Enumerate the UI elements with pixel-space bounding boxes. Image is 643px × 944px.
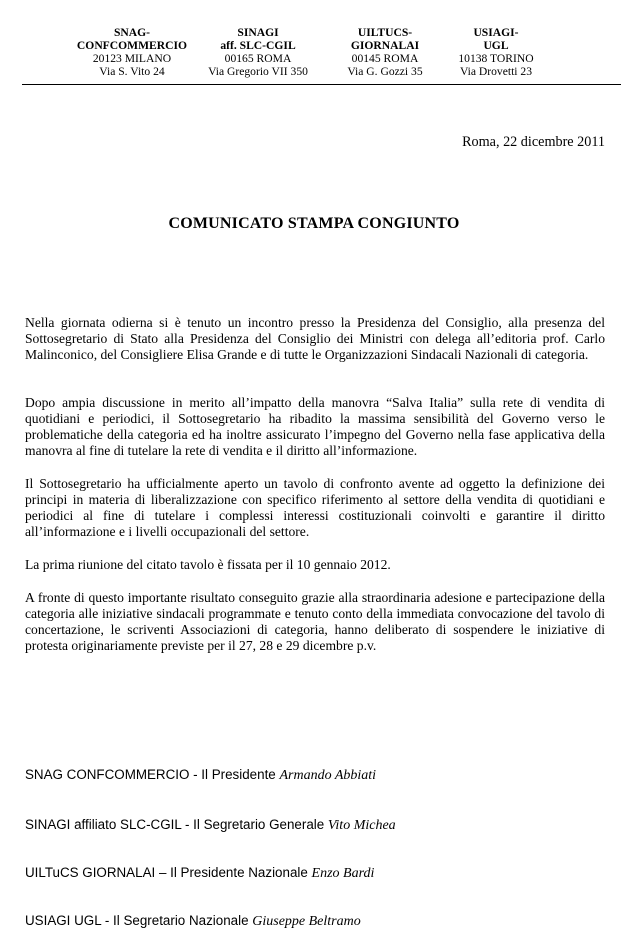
header-divider (22, 84, 621, 85)
org-name-line1: SINAGI (237, 26, 279, 39)
signature-name: Enzo Bardi (311, 866, 375, 881)
paragraph-4: La prima riunione del citato tavolo è fissata per il 10 gennaio 2012. (25, 557, 391, 572)
document-date: Roma, 22 dicembre 2011 (462, 134, 605, 150)
signature-role: SINAGI affiliato SLC-CGIL - Il Segretario Generale (25, 817, 328, 832)
paragraph-2: Dopo ampia discussione in merito all’impatto della manovra “Salva Italia” sulla rete di vendita di quotidiani e periodici, il Sottosegretario ha ribadito la massima sensibilità del Governo verso le problematiche della categoria ed ha inoltre assicurato l’impegno del Governo nella fase applicativa della manovra al fine di tutelare la rete di vendita e il diritto all’informazione. (25, 395, 605, 458)
org-name-line2: UGL (483, 39, 509, 52)
signature-sinagi (25, 817, 396, 834)
org-street: Via Drovetti 23 (459, 65, 533, 78)
org-street: Via Gregorio VII 350 (208, 65, 308, 78)
org-city: 00165 ROMA (224, 52, 292, 65)
org-street: Via G. Gozzi 35 (347, 65, 423, 78)
signature-uiltucs (25, 865, 374, 882)
org-street: Via S. Vito 24 (99, 65, 165, 78)
signature-role: UILTuCS GIORNALAI – Il Presidente Nazionale (25, 865, 312, 880)
paragraph-1: Nella giornata odierna si è tenuto un incontro presso la Presidenza del Consiglio, alla presenza del Sottosegretario di Stato alla Presidenza del Consiglio dei Ministri con delega all’editoria prof. Carlo Malinconico, del Consigliere Elisa Grande e di tutte le Organizzazioni Sindacali Nazionali di categoria. (25, 315, 605, 362)
signature-name: Giuseppe Beltramo (252, 914, 361, 929)
org-name-line2: CONFCOMMERCIO (76, 39, 188, 52)
org-name-line2: aff. SLC-CGIL (220, 39, 296, 52)
org-name-line1: USIAGI- (473, 26, 519, 39)
org-city: 10138 TORINO (458, 52, 534, 65)
signature-usiagi (25, 913, 361, 930)
org-name-line1: SNAG- (113, 26, 151, 39)
signature-snag (25, 767, 376, 784)
org-usiagi (416, 26, 576, 78)
signature-role: USIAGI UGL - Il Segretario Nazionale (25, 913, 253, 928)
org-name-line1: UILTUCS- (357, 26, 413, 39)
paragraph-3: Il Sottosegretario ha ufficialmente aperto un tavolo di confronto avente ad oggetto la definizione dei principi in materia di liberalizzazione con specifico riferimento al settore della vendita di quotidiani e periodici al fine di tutelare i complessi interessi costituzionali coinvolti e garantire il diritto all’informazione e i livelli occupazionali del settore. (25, 476, 605, 539)
letterhead (0, 0, 643, 86)
org-city: 00145 ROMA (351, 52, 419, 65)
org-city: 20123 MILANO (92, 52, 172, 65)
signature-name: Armando Abbiati (279, 768, 377, 783)
signature-name: Vito Michea (327, 818, 396, 833)
org-name-line2: GIORNALAI (350, 39, 420, 52)
paragraph-5: A fronte di questo importante risultato conseguito grazie alla straordinaria adesione e partecipazione della categoria alle iniziative sindacali programmate e tenuto conto della immediata convocazione del tavolo di concertazione, le scriventi Associazioni di categoria, hanno deliberato di sospendere le iniziative di protesta originariamente previste per il 27, 28 e 29 dicembre p.v. (25, 590, 605, 653)
document-title: COMUNICATO STAMPA CONGIUNTO (168, 215, 460, 232)
signature-role: SNAG CONFCOMMERCIO - Il Presidente (25, 767, 280, 782)
